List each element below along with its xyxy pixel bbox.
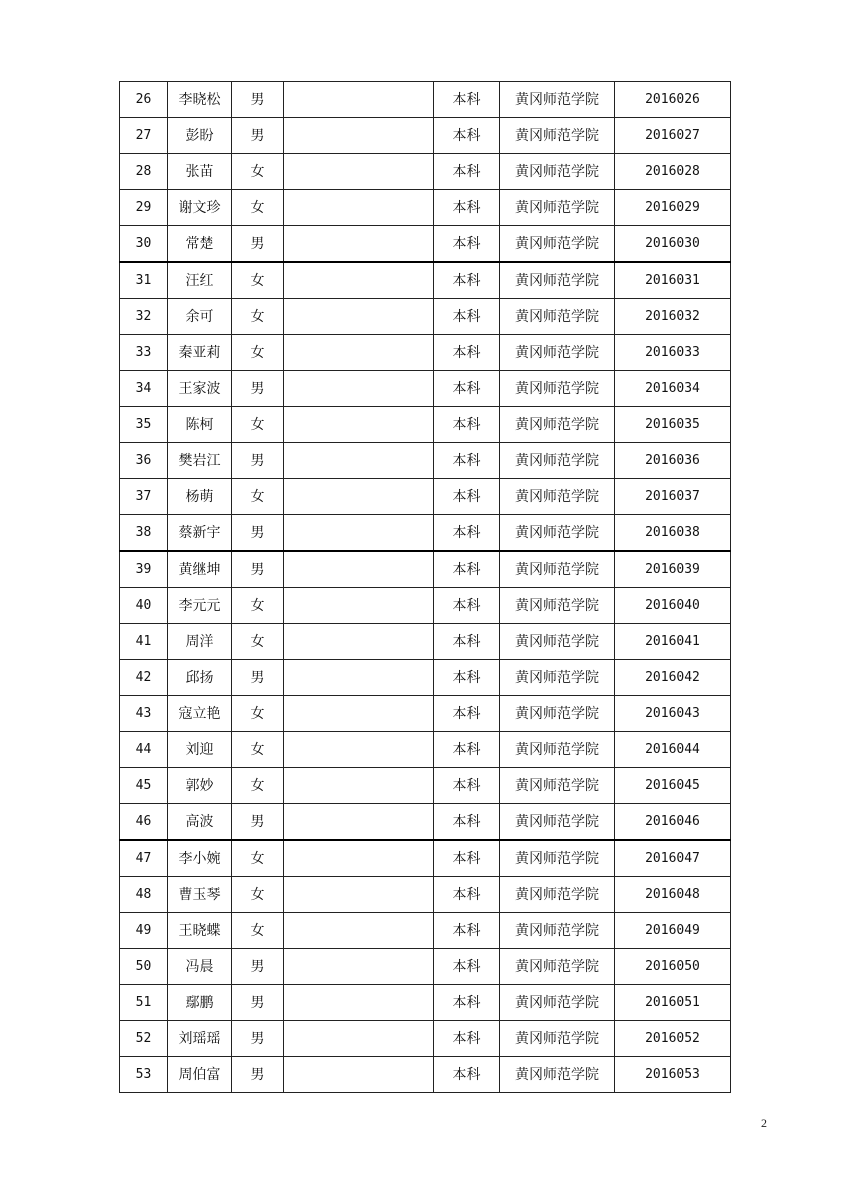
id-number-cell: 2016041 bbox=[615, 624, 731, 660]
table-row bbox=[120, 479, 731, 515]
id-number-cell: 2016035 bbox=[615, 407, 731, 443]
name-cell: 邱扬 bbox=[168, 660, 232, 696]
id-number-cell: 2016029 bbox=[615, 190, 731, 226]
gender-cell: 女 bbox=[232, 840, 284, 877]
degree-cell: 本科 bbox=[434, 877, 500, 913]
name-cell: 高波 bbox=[168, 804, 232, 841]
gender-cell: 男 bbox=[232, 985, 284, 1021]
table-row bbox=[120, 624, 731, 660]
name-cell: 冯晨 bbox=[168, 949, 232, 985]
name-cell: 余可 bbox=[168, 299, 232, 335]
row-number-cell: 29 bbox=[120, 190, 168, 226]
gender-cell: 女 bbox=[232, 190, 284, 226]
row-number-cell: 28 bbox=[120, 154, 168, 190]
blank-cell bbox=[284, 624, 434, 660]
row-number-cell: 38 bbox=[120, 515, 168, 552]
row-number-cell: 45 bbox=[120, 768, 168, 804]
school-cell: 黄冈师范学院 bbox=[500, 262, 615, 299]
school-cell: 黄冈师范学院 bbox=[500, 82, 615, 118]
name-cell: 郭妙 bbox=[168, 768, 232, 804]
table-row bbox=[120, 443, 731, 479]
row-number-cell: 43 bbox=[120, 696, 168, 732]
name-cell: 汪红 bbox=[168, 262, 232, 299]
degree-cell: 本科 bbox=[434, 262, 500, 299]
name-cell: 常楚 bbox=[168, 226, 232, 263]
school-cell: 黄冈师范学院 bbox=[500, 154, 615, 190]
id-number-cell: 2016040 bbox=[615, 588, 731, 624]
school-cell: 黄冈师范学院 bbox=[500, 768, 615, 804]
degree-cell: 本科 bbox=[434, 732, 500, 768]
gender-cell: 男 bbox=[232, 660, 284, 696]
blank-cell bbox=[284, 588, 434, 624]
table-row bbox=[120, 840, 731, 877]
degree-cell: 本科 bbox=[434, 985, 500, 1021]
blank-cell bbox=[284, 190, 434, 226]
row-number-cell: 27 bbox=[120, 118, 168, 154]
name-cell: 周洋 bbox=[168, 624, 232, 660]
row-number-cell: 31 bbox=[120, 262, 168, 299]
degree-cell: 本科 bbox=[434, 407, 500, 443]
degree-cell: 本科 bbox=[434, 804, 500, 841]
blank-cell bbox=[284, 443, 434, 479]
row-number-cell: 44 bbox=[120, 732, 168, 768]
school-cell: 黄冈师范学院 bbox=[500, 840, 615, 877]
id-number-cell: 2016036 bbox=[615, 443, 731, 479]
name-cell: 谢文珍 bbox=[168, 190, 232, 226]
name-cell: 杨萌 bbox=[168, 479, 232, 515]
gender-cell: 女 bbox=[232, 407, 284, 443]
degree-cell: 本科 bbox=[434, 479, 500, 515]
name-cell: 李元元 bbox=[168, 588, 232, 624]
blank-cell bbox=[284, 985, 434, 1021]
table-row bbox=[120, 299, 731, 335]
row-number-cell: 32 bbox=[120, 299, 168, 335]
row-number-cell: 42 bbox=[120, 660, 168, 696]
table-row bbox=[120, 118, 731, 154]
id-number-cell: 2016047 bbox=[615, 840, 731, 877]
roster-body bbox=[120, 82, 731, 1093]
gender-cell: 男 bbox=[232, 371, 284, 407]
id-number-cell: 2016048 bbox=[615, 877, 731, 913]
table-row bbox=[120, 1021, 731, 1057]
row-number-cell: 37 bbox=[120, 479, 168, 515]
blank-cell bbox=[284, 407, 434, 443]
name-cell: 寇立艳 bbox=[168, 696, 232, 732]
table-row bbox=[120, 515, 731, 552]
blank-cell bbox=[284, 768, 434, 804]
degree-cell: 本科 bbox=[434, 515, 500, 552]
school-cell: 黄冈师范学院 bbox=[500, 1021, 615, 1057]
school-cell: 黄冈师范学院 bbox=[500, 696, 615, 732]
id-number-cell: 2016052 bbox=[615, 1021, 731, 1057]
blank-cell bbox=[284, 1021, 434, 1057]
blank-cell bbox=[284, 262, 434, 299]
id-number-cell: 2016046 bbox=[615, 804, 731, 841]
name-cell: 彭盼 bbox=[168, 118, 232, 154]
degree-cell: 本科 bbox=[434, 840, 500, 877]
row-number-cell: 36 bbox=[120, 443, 168, 479]
degree-cell: 本科 bbox=[434, 949, 500, 985]
blank-cell bbox=[284, 840, 434, 877]
table-row bbox=[120, 226, 731, 263]
id-number-cell: 2016032 bbox=[615, 299, 731, 335]
id-number-cell: 2016038 bbox=[615, 515, 731, 552]
name-cell: 王晓蝶 bbox=[168, 913, 232, 949]
id-number-cell: 2016028 bbox=[615, 154, 731, 190]
table-row bbox=[120, 877, 731, 913]
id-number-cell: 2016050 bbox=[615, 949, 731, 985]
table-row bbox=[120, 1057, 731, 1093]
gender-cell: 女 bbox=[232, 335, 284, 371]
blank-cell bbox=[284, 226, 434, 263]
blank-cell bbox=[284, 913, 434, 949]
row-number-cell: 51 bbox=[120, 985, 168, 1021]
school-cell: 黄冈师范学院 bbox=[500, 515, 615, 552]
school-cell: 黄冈师范学院 bbox=[500, 913, 615, 949]
blank-cell bbox=[284, 335, 434, 371]
blank-cell bbox=[284, 696, 434, 732]
school-cell: 黄冈师范学院 bbox=[500, 299, 615, 335]
blank-cell bbox=[284, 949, 434, 985]
table-row bbox=[120, 262, 731, 299]
degree-cell: 本科 bbox=[434, 226, 500, 263]
table-row bbox=[120, 82, 731, 118]
row-number-cell: 40 bbox=[120, 588, 168, 624]
page-number: 2 bbox=[761, 1116, 767, 1130]
degree-cell: 本科 bbox=[434, 913, 500, 949]
gender-cell: 女 bbox=[232, 262, 284, 299]
row-number-cell: 41 bbox=[120, 624, 168, 660]
school-cell: 黄冈师范学院 bbox=[500, 1057, 615, 1093]
table-row bbox=[120, 804, 731, 841]
row-number-cell: 52 bbox=[120, 1021, 168, 1057]
degree-cell: 本科 bbox=[434, 624, 500, 660]
degree-cell: 本科 bbox=[434, 588, 500, 624]
gender-cell: 女 bbox=[232, 877, 284, 913]
name-cell: 李小婉 bbox=[168, 840, 232, 877]
degree-cell: 本科 bbox=[434, 118, 500, 154]
school-cell: 黄冈师范学院 bbox=[500, 226, 615, 263]
row-number-cell: 39 bbox=[120, 551, 168, 588]
name-cell: 曹玉琴 bbox=[168, 877, 232, 913]
table-row bbox=[120, 949, 731, 985]
row-number-cell: 49 bbox=[120, 913, 168, 949]
table-row bbox=[120, 696, 731, 732]
blank-cell bbox=[284, 154, 434, 190]
gender-cell: 女 bbox=[232, 588, 284, 624]
row-number-cell: 50 bbox=[120, 949, 168, 985]
gender-cell: 男 bbox=[232, 949, 284, 985]
id-number-cell: 2016042 bbox=[615, 660, 731, 696]
gender-cell: 男 bbox=[232, 226, 284, 263]
blank-cell bbox=[284, 551, 434, 588]
school-cell: 黄冈师范学院 bbox=[500, 551, 615, 588]
school-cell: 黄冈师范学院 bbox=[500, 588, 615, 624]
row-number-cell: 47 bbox=[120, 840, 168, 877]
gender-cell: 女 bbox=[232, 154, 284, 190]
degree-cell: 本科 bbox=[434, 1057, 500, 1093]
gender-cell: 男 bbox=[232, 515, 284, 552]
name-cell: 刘迎 bbox=[168, 732, 232, 768]
school-cell: 黄冈师范学院 bbox=[500, 118, 615, 154]
school-cell: 黄冈师范学院 bbox=[500, 732, 615, 768]
blank-cell bbox=[284, 82, 434, 118]
name-cell: 鄢鹏 bbox=[168, 985, 232, 1021]
name-cell: 王家波 bbox=[168, 371, 232, 407]
school-cell: 黄冈师范学院 bbox=[500, 985, 615, 1021]
blank-cell bbox=[284, 479, 434, 515]
gender-cell: 男 bbox=[232, 1057, 284, 1093]
name-cell: 李晓松 bbox=[168, 82, 232, 118]
table-row bbox=[120, 154, 731, 190]
table-row bbox=[120, 335, 731, 371]
degree-cell: 本科 bbox=[434, 299, 500, 335]
gender-cell: 女 bbox=[232, 624, 284, 660]
gender-cell: 男 bbox=[232, 1021, 284, 1057]
degree-cell: 本科 bbox=[434, 768, 500, 804]
table-row bbox=[120, 371, 731, 407]
blank-cell bbox=[284, 660, 434, 696]
school-cell: 黄冈师范学院 bbox=[500, 660, 615, 696]
gender-cell: 男 bbox=[232, 804, 284, 841]
row-number-cell: 48 bbox=[120, 877, 168, 913]
degree-cell: 本科 bbox=[434, 154, 500, 190]
row-number-cell: 30 bbox=[120, 226, 168, 263]
id-number-cell: 2016049 bbox=[615, 913, 731, 949]
blank-cell bbox=[284, 804, 434, 841]
name-cell: 樊岩江 bbox=[168, 443, 232, 479]
name-cell: 蔡新宇 bbox=[168, 515, 232, 552]
blank-cell bbox=[284, 1057, 434, 1093]
table-row bbox=[120, 407, 731, 443]
id-number-cell: 2016034 bbox=[615, 371, 731, 407]
id-number-cell: 2016030 bbox=[615, 226, 731, 263]
gender-cell: 女 bbox=[232, 768, 284, 804]
id-number-cell: 2016026 bbox=[615, 82, 731, 118]
gender-cell: 男 bbox=[232, 118, 284, 154]
degree-cell: 本科 bbox=[434, 696, 500, 732]
gender-cell: 女 bbox=[232, 479, 284, 515]
name-cell: 周伯富 bbox=[168, 1057, 232, 1093]
table-row bbox=[120, 732, 731, 768]
school-cell: 黄冈师范学院 bbox=[500, 479, 615, 515]
degree-cell: 本科 bbox=[434, 335, 500, 371]
blank-cell bbox=[284, 877, 434, 913]
school-cell: 黄冈师范学院 bbox=[500, 335, 615, 371]
row-number-cell: 34 bbox=[120, 371, 168, 407]
gender-cell: 男 bbox=[232, 82, 284, 118]
row-number-cell: 35 bbox=[120, 407, 168, 443]
blank-cell bbox=[284, 732, 434, 768]
id-number-cell: 2016051 bbox=[615, 985, 731, 1021]
school-cell: 黄冈师范学院 bbox=[500, 407, 615, 443]
gender-cell: 女 bbox=[232, 299, 284, 335]
id-number-cell: 2016044 bbox=[615, 732, 731, 768]
id-number-cell: 2016031 bbox=[615, 262, 731, 299]
school-cell: 黄冈师范学院 bbox=[500, 804, 615, 841]
id-number-cell: 2016039 bbox=[615, 551, 731, 588]
degree-cell: 本科 bbox=[434, 660, 500, 696]
row-number-cell: 33 bbox=[120, 335, 168, 371]
table-row bbox=[120, 985, 731, 1021]
name-cell: 张苗 bbox=[168, 154, 232, 190]
id-number-cell: 2016037 bbox=[615, 479, 731, 515]
school-cell: 黄冈师范学院 bbox=[500, 190, 615, 226]
name-cell: 刘瑶瑶 bbox=[168, 1021, 232, 1057]
degree-cell: 本科 bbox=[434, 551, 500, 588]
gender-cell: 女 bbox=[232, 696, 284, 732]
roster-table bbox=[119, 81, 731, 1093]
blank-cell bbox=[284, 371, 434, 407]
table-row bbox=[120, 551, 731, 588]
school-cell: 黄冈师范学院 bbox=[500, 624, 615, 660]
name-cell: 秦亚莉 bbox=[168, 335, 232, 371]
table-row bbox=[120, 660, 731, 696]
name-cell: 黄继坤 bbox=[168, 551, 232, 588]
row-number-cell: 46 bbox=[120, 804, 168, 841]
table-row bbox=[120, 913, 731, 949]
blank-cell bbox=[284, 299, 434, 335]
table-row bbox=[120, 768, 731, 804]
blank-cell bbox=[284, 118, 434, 154]
id-number-cell: 2016033 bbox=[615, 335, 731, 371]
gender-cell: 女 bbox=[232, 913, 284, 949]
table-row bbox=[120, 588, 731, 624]
name-cell: 陈柯 bbox=[168, 407, 232, 443]
row-number-cell: 26 bbox=[120, 82, 168, 118]
gender-cell: 男 bbox=[232, 443, 284, 479]
degree-cell: 本科 bbox=[434, 82, 500, 118]
table-row bbox=[120, 190, 731, 226]
id-number-cell: 2016027 bbox=[615, 118, 731, 154]
school-cell: 黄冈师范学院 bbox=[500, 443, 615, 479]
school-cell: 黄冈师范学院 bbox=[500, 877, 615, 913]
degree-cell: 本科 bbox=[434, 371, 500, 407]
degree-cell: 本科 bbox=[434, 443, 500, 479]
row-number-cell: 53 bbox=[120, 1057, 168, 1093]
id-number-cell: 2016045 bbox=[615, 768, 731, 804]
id-number-cell: 2016053 bbox=[615, 1057, 731, 1093]
blank-cell bbox=[284, 515, 434, 552]
id-number-cell: 2016043 bbox=[615, 696, 731, 732]
school-cell: 黄冈师范学院 bbox=[500, 371, 615, 407]
school-cell: 黄冈师范学院 bbox=[500, 949, 615, 985]
degree-cell: 本科 bbox=[434, 190, 500, 226]
degree-cell: 本科 bbox=[434, 1021, 500, 1057]
gender-cell: 女 bbox=[232, 732, 284, 768]
gender-cell: 男 bbox=[232, 551, 284, 588]
